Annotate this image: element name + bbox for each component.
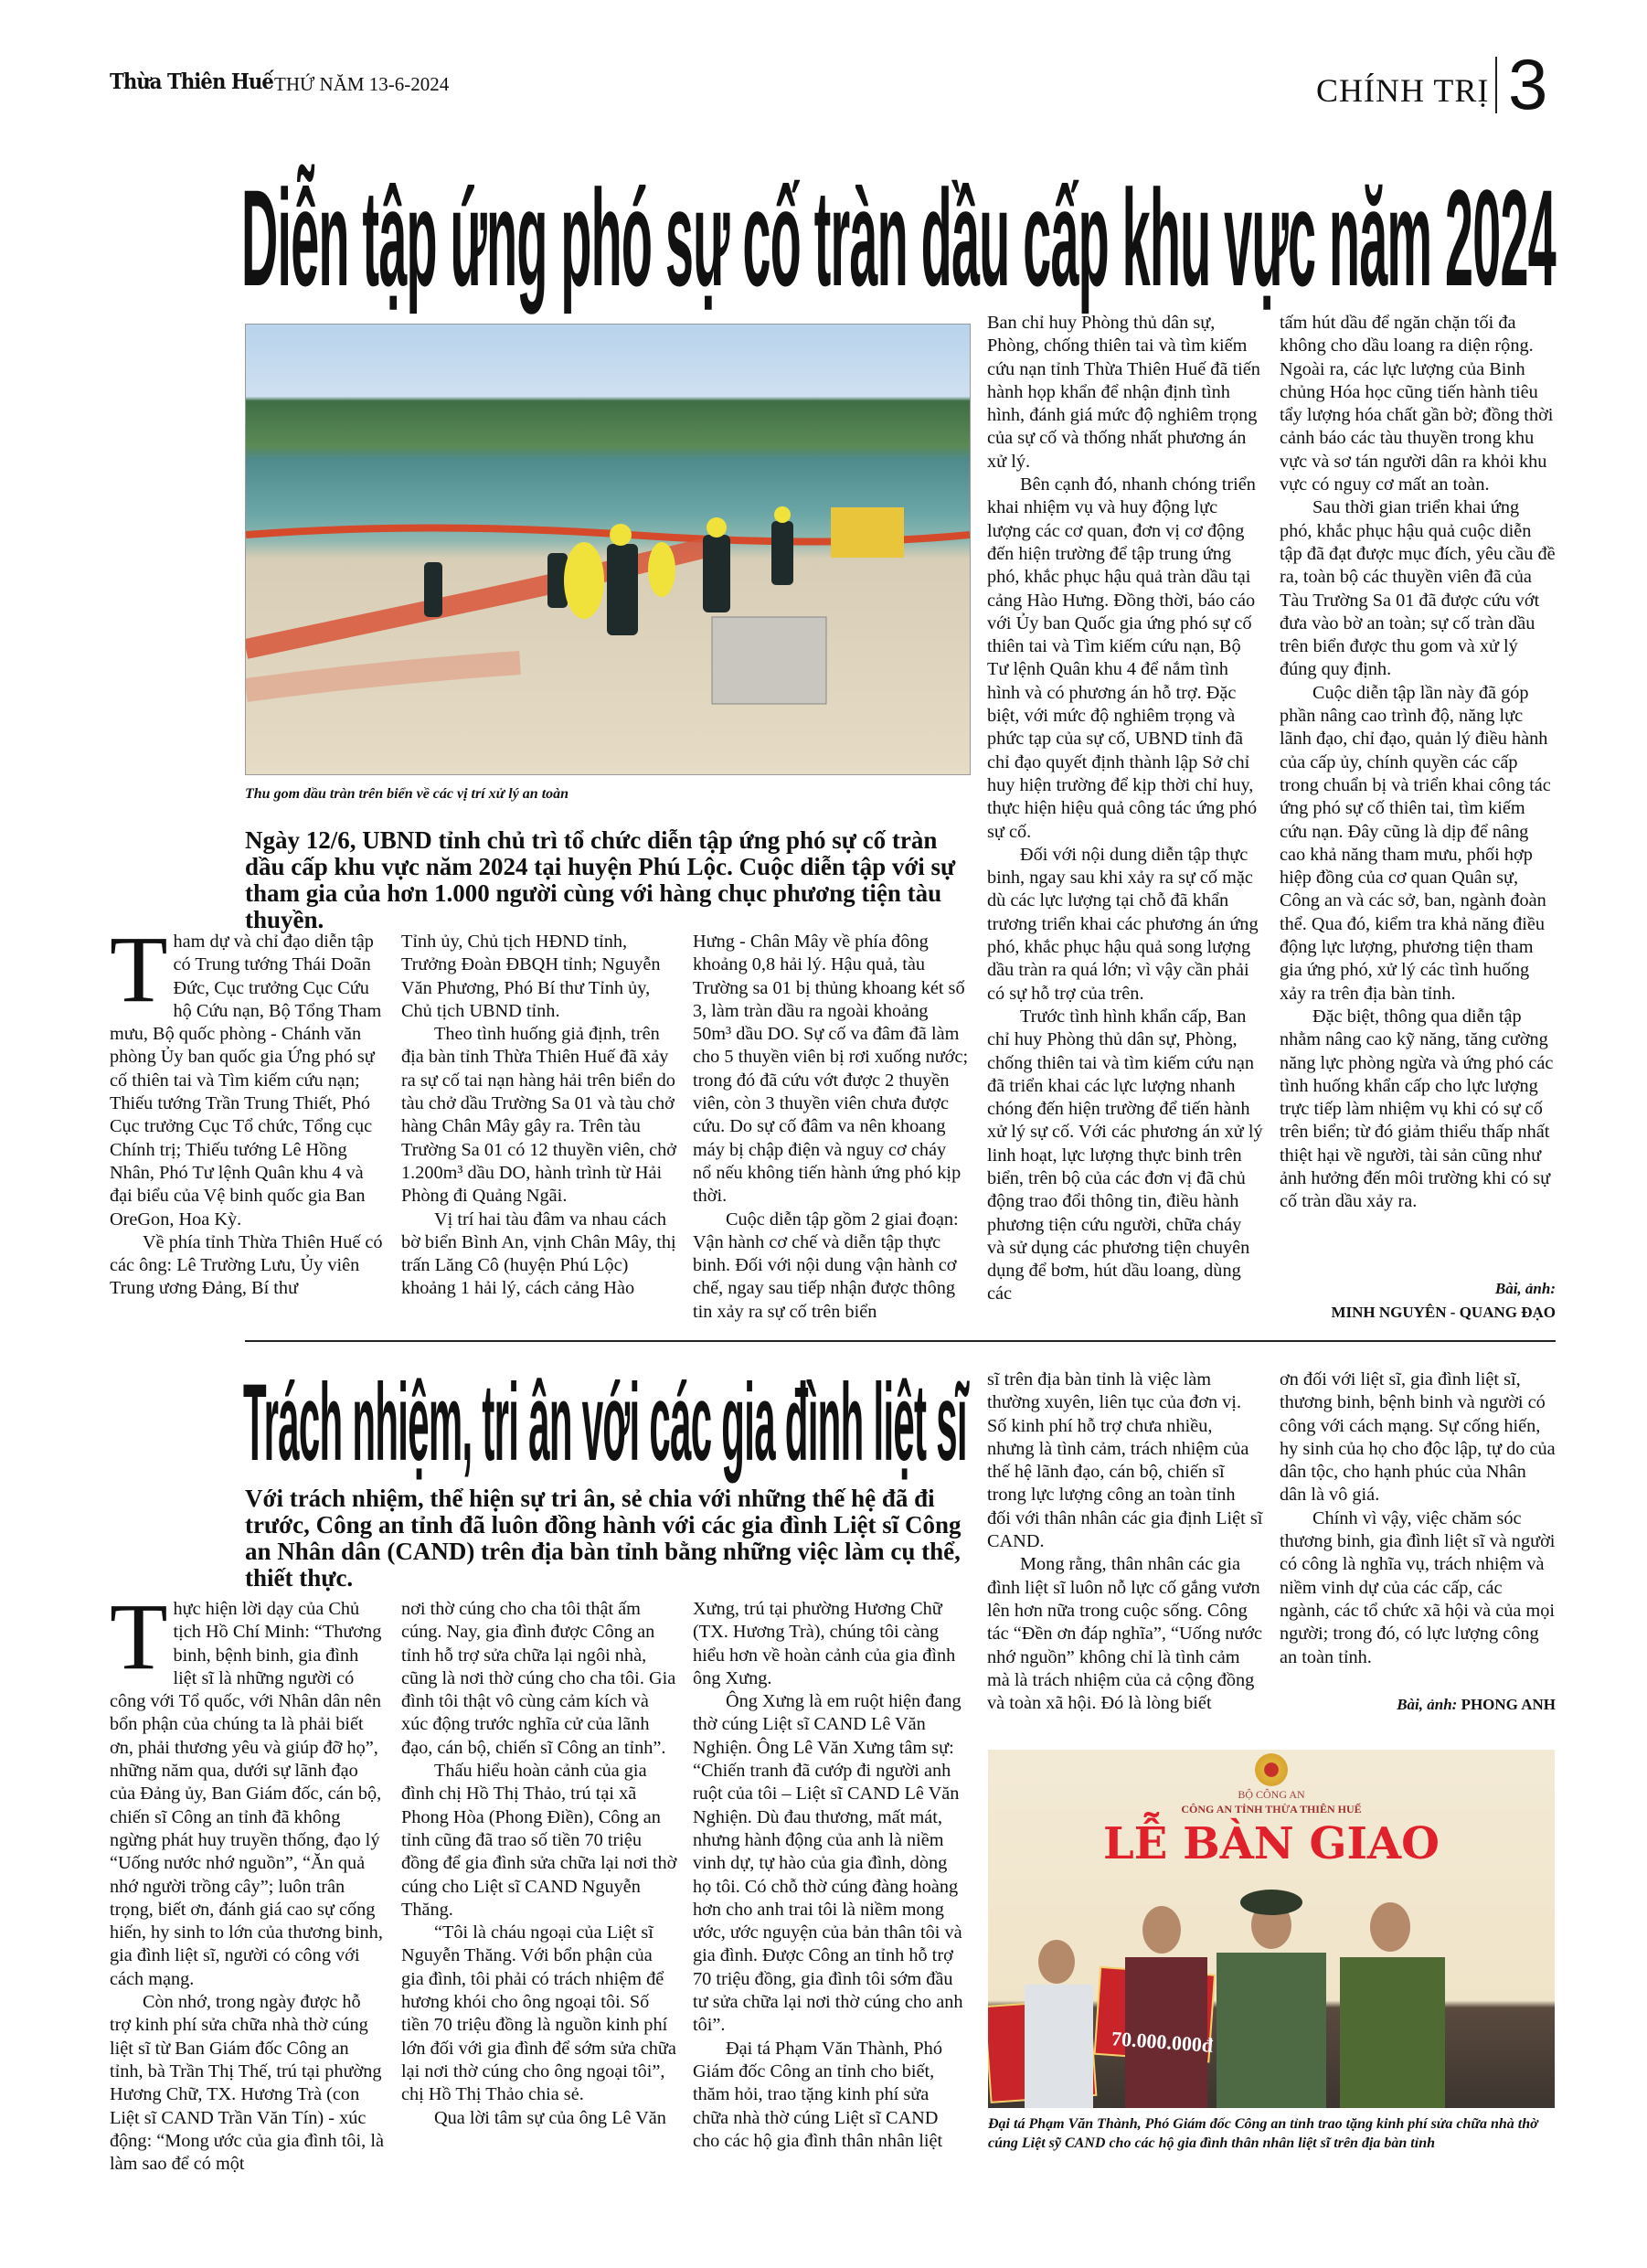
article2-column-3 bbox=[693, 1598, 969, 2153]
paragraph: Xưng, trú tại phường Hương Chữ (TX. Hương Trà), chúng tôi càng hiểu hơn về hoàn cảnh của gia đình ông Xưng. bbox=[693, 1599, 956, 1688]
donation-board-amount: 70.000.000đ bbox=[1110, 2027, 1215, 2057]
article2-photo bbox=[988, 1750, 1555, 2108]
ceremony-people bbox=[988, 1750, 1555, 2108]
byline-authors: PHONG ANH bbox=[1461, 1696, 1556, 1713]
paragraph: Sau thời gian triển khai ứng phó, khắc phục hậu quả cuộc diễn tập đã đạt được mục đích, yêu cầu đề ra, toàn bộ các thuyền viên đã của Tàu Trường Sa 01 đã được cứu vớt đưa vào bờ an toàn; sự cố tràn dầu trên biển được thu gom và xử lý đúng quy định. bbox=[1280, 497, 1556, 680]
paragraph: Đặc biệt, thông qua diễn tập nhằm nâng cao kỹ năng, tăng cường năng lực phòng ngừa và ứng phó các tình huống khẩn cấp cho lực lượng trực tiếp làm nhiệm vụ khi có sự cố trên biển; từ đó giảm thiểu thấp nhất thiệt hại về người, tài sản cũng như ảnh hưởng đến môi trường khi có sự cố tràn dầu xảy ra. bbox=[1280, 1006, 1554, 1212]
paragraph: Chính vì vậy, việc chăm sóc thương binh, gia đình liệt sĩ và người có công là nghĩa vụ, trách nhiệm và niềm vinh dự của các cấp, các ngành, các tổ chức xã hội và của mọi người; trong đó, có lực lượng công an toàn tỉnh. bbox=[1280, 1507, 1556, 1667]
paragraph: nơi thờ cúng cho cha tôi thật ấm cúng. Nay, gia đình được Công an tỉnh hỗ trợ sửa chữa lại ngôi nhà, cũng là nơi thờ cúng cho cha tôi. Gia đình tôi thật vô cùng cảm kích và xúc động trước nghĩa cử của lãnh đạo, cán bộ, chiến sĩ Công an tỉnh”. bbox=[401, 1599, 676, 1758]
paragraph: Cuộc diễn tập lần này đã góp phần nâng cao trình độ, năng lực lãnh đạo, chỉ đạo, quản lý điều hành của cấp ủy, chính quyền các cấp trong chuẩn bị và triển khai công tác ứng phó sự cố thiên tai, tìm kiếm cứu nạn. Đây cũng là dịp để nâng cao khả năng tham mưu, phối hợp hiệp đồng của cơ quan Quân sự, Công an và các sở, ban, ngành đoàn thể. Qua đó, kiểm tra khả năng điều động lực lượng, phương tiện tham gia ứng phó, xử lý các tình huống xảy ra trên địa bàn tỉnh. bbox=[1280, 682, 1551, 1004]
article1-column-4 bbox=[987, 312, 1263, 1306]
sign-unit: CÔNG AN TỈNH THỪA THIÊN HUẾ bbox=[1181, 1803, 1362, 1815]
page-number: 3 bbox=[1508, 44, 1548, 124]
paragraph-text: hực hiện lời dạy của Chủ tịch Hồ Chí Minh: “Thương binh, bệnh binh, gia đình liệt sĩ là những người có công với Tổ quốc, với Nhân dân nên bổn phận của chúng ta là phải biết ơn, phải thương yêu và giúp đỡ họ”, những năm qua, dưới sự lãnh đạo của Đảng ủy, Ban Giám đốc, cán bộ, chiến sĩ Công an tỉnh đã không ngừng phát huy truyền thống, đạo lý “Uống nước nhớ nguồn”, “Ăn quả nhớ người trồng cây”; luôn trân trọng, biết ơn, đánh giá cao sự cống hiến, hy sinh to lớn của thương binh, gia đình liệt sĩ, người có công với cách mạng. bbox=[110, 1599, 383, 1989]
oil-spill-beach-scene bbox=[246, 325, 970, 774]
article1-column-1 bbox=[110, 917, 386, 1301]
article1-photo bbox=[245, 324, 971, 775]
paragraph: Mong rằng, thân nhân các gia đình liệt sĩ luôn nỗ lực cố gắng vươn lên hơn nữa trong cuộc sống. Công tác “Đền ơn đáp nghĩa”, “Uống nước nhớ nguồn” không chỉ là tình cảm mà là trách nhiệm của cả cộng đồng và toàn xã hội. Đó là lòng biết bbox=[987, 1554, 1263, 1714]
section-name: CHÍNH TRỊ bbox=[1316, 72, 1490, 109]
drop-cap: T bbox=[110, 917, 168, 1022]
paragraph: Về phía tỉnh Thừa Thiên Huế có các ông: Lê Trường Lưu, Ủy viên Trung ương Đảng, Bí thư bbox=[110, 1231, 383, 1299]
byline-authors: MINH NGUYÊN - QUANG ĐẠO bbox=[1331, 1304, 1556, 1321]
paragraph: Đối với nội dung diễn tập thực binh, ngay sau khi xảy ra sự cố mặc dù các lực lượng tại chỗ đã khẩn trương triển khai các phương án ứng phó, khắc phục hậu quả song lượng dầu tràn ra quá lớn; vì vậy cần phải có sự hỗ trợ của trên. bbox=[987, 844, 1259, 1004]
paragraph: “Tôi là cháu ngoại của Liệt sĩ Nguyễn Thăng. Với bổn phận của gia đình, tôi phải có trách nhiệm để hương khói cho ông ngoại tôi. Số tiền 70 triệu đồng là nguồn kinh phí lớn đối với gia đình để sớm sửa chữa lại nơi thờ cúng cho ông ngoại tôi”, chị Hồ Thị Thảo chia sẻ. bbox=[401, 1922, 676, 2105]
drop-cap: T bbox=[110, 1584, 168, 1689]
article1-column-3 bbox=[693, 931, 969, 1324]
sign-ministry: BỘ CÔNG AN bbox=[1238, 1788, 1305, 1801]
paragraph: Hưng - Chân Mây về phía đông khoảng 0,8 hải lý. Hậu quả, tàu Trường sa 01 bị thủng khoang két số 3, làm tràn dầu ra ngoài khoảng 50m³ dầu DO. Sự cố va đâm đã làm cho 5 thuyền viên bị rơi xuống nước; trong đó đã cứu vớt được 2 thuyền viên, còn 3 thuyền viên chưa được cứu. Do sự cố đâm va nên khoang máy bị chập điện và nguy cơ cháy nổ nếu không tiến hành ứng phó kịp thời. bbox=[693, 932, 969, 1207]
article2-column-1 bbox=[110, 1584, 386, 2176]
header-divider bbox=[1495, 57, 1497, 113]
paragraph: Qua lời tâm sự của ông Lê Văn bbox=[434, 2107, 666, 2128]
article2-photo-caption: Đại tá Phạm Văn Thành, Phó Giám đốc Công an tỉnh trao tặng kinh phí sửa chữa nhà thờ cúng Liệt sỹ CAND cho các hộ gia đình thân nhân liệt sĩ trên địa bàn tỉnh bbox=[988, 2116, 1538, 2151]
article2-lead: Với trách nhiệm, thể hiện sự tri ân, sẻ chia với những thế hệ đã đi trước, Công an tỉnh đã luôn đồng hành với các gia đình Liệt sĩ Công an Nhân dân (CAND) trên địa bàn tỉnh bằng những việc làm cụ thể, thiết thực. bbox=[245, 1485, 962, 1592]
article2-column-2 bbox=[401, 1598, 677, 2130]
article1-column-2 bbox=[401, 931, 677, 1301]
article-divider bbox=[245, 1340, 1556, 1342]
byline-label: Bài, ảnh: bbox=[1397, 1696, 1458, 1713]
paragraph: tấm hút dầu để ngăn chặn tối đa không cho dầu loang ra diện rộng. Ngoài ra, các lực lượng của Binh chủng Hóa học cũng tiến hành tiêu tẩy lượng hóa chất gần bờ; đồng thời cảnh báo các tàu thuyền trong khu vực và sơ tán người dân ra khỏi khu vực có nguy cơ mất an toàn. bbox=[1280, 313, 1554, 495]
byline-label: Bài, ảnh: bbox=[1494, 1280, 1556, 1297]
paragraph: Theo tình huống giả định, trên địa bàn tỉnh Thừa Thiên Huế đã xảy ra sự cố tai nạn hàng hải trên biển do tàu chở dầu Trường Sa 01 và tàu chở hàng Chân Mây gây ra. Trên tàu Trường Sa 01 có 12 thuyền viên, chở 1.200m³ dầu DO, hành trình từ Hải Phòng đi Quảng Ngãi. bbox=[401, 1024, 676, 1207]
article2-column-5 bbox=[1280, 1368, 1556, 1669]
sign-title: LỄ BÀN GIAO bbox=[1103, 1818, 1440, 1869]
paragraph: Thấu hiểu hoàn cảnh của gia đình chị Hồ Thị Thảo, trú tại xã Phong Hòa (Phong Điền), Công an tỉnh cũng đã trao số tiền 70 triệu đồng để gia đình sửa chữa lại nơi thờ cúng cho Liệt sĩ CAND Nguyễn Thăng. bbox=[401, 1761, 677, 1920]
masthead: Thừa Thiên Huế bbox=[110, 69, 273, 94]
paragraph: Ông Xưng là em ruột hiện đang thờ cúng Liệt sĩ CAND Lê Văn Nghiện. Ông Lê Văn Xưng tâm sự: “Chiến tranh đã cướp đi người anh ruột của tôi – Liệt sĩ CAND Lê Văn Nghiện. Dù đau thương, mất mát, nhưng hành động của anh là niềm vinh dự, tự hào của gia đình, dòng họ tôi. Có chỗ thờ cúng đàng hoàng hơn cho anh trai tôi là niềm mong ước, ước nguyện của bản thân tôi và gia đình. Được Công an tỉnh hỗ trợ 70 triệu đồng, gia đình tôi sớm đầu tư sửa chữa lại nơi thờ cúng cho anh tôi”. bbox=[693, 1691, 963, 2036]
article2-column-4 bbox=[987, 1368, 1263, 1715]
paragraph: Trước tình hình khẩn cấp, Ban chỉ huy Phòng thủ dân sự, Phòng, chống thiên tai và tìm kiếm cứu nạn đã triển khai các lực lượng nhanh chóng đến hiện trường để tiến hành xử lý sự cố. Với các phương án xử lý linh hoạt, lực lượng thực binh trên biển, trên bộ của các đơn vị đã chủ động trao đổi thông tin, điều hành phương tiện cứu người, chữa cháy và sử dụng các phương tiện chuyên dụng để bơm, hút dầu loang, dùng các bbox=[987, 1006, 1263, 1304]
paragraph: ơn đối với liệt sĩ, gia đình liệt sĩ, thương binh, bệnh binh và người có công với cách mạng. Sự cống hiến, hy sinh của họ cho độc lập, tự do của dân tộc, cho hạnh phúc của Nhân dân là vô giá. bbox=[1280, 1369, 1556, 1506]
paragraph-text: ham dự và chỉ đạo diễn tập có Trung tướng Thái Doãn Đức, Cục trưởng Cục Cứu hộ Cứu nạn, Bộ Tổng Tham mưu, Bộ quốc phòng - Chánh văn phòng Ủy ban quốc gia Ứng phó sự cố thiên tai và Tìm kiếm cứu nạn; Thiếu tướng Trần Trung Thiết, Phó Cục trưởng Cục Tổ chức, Tổng cục Chính trị; Thiếu tướng Lê Hồng Nhân, Phó Tư lệnh Quân khu 4 và đại biểu của Vệ binh quốc gia Ban OreGon, Hoa Kỳ. bbox=[110, 932, 382, 1230]
article1-lead: Ngày 12/6, UBND tỉnh chủ trì tổ chức diễn tập ứng phó sự cố tràn dầu cấp khu vực năm 2024 tại huyện Phú Lộc. Cuộc diễn tập với sự tham gia của hơn 1.000 người cùng với hàng chục phương tiện tàu thuyền. bbox=[245, 826, 956, 933]
issue-date: THỨ NĂM 13-6-2024 bbox=[274, 73, 450, 95]
article2-headline: Trách nhiệm, tri ân với các gia đình liệt sĩ bbox=[243, 1361, 967, 1484]
paragraph: Tỉnh ủy, Chủ tịch HĐND tỉnh, Trưởng Đoàn ĐBQH tỉnh; Nguyễn Văn Phương, Phó Bí thư Tỉnh ủy, Chủ tịch UBND tỉnh. bbox=[401, 932, 661, 1021]
paragraph bbox=[110, 1584, 386, 1991]
article2-byline bbox=[1280, 1696, 1556, 1714]
paragraph: Bên cạnh đó, nhanh chóng triển khai nhiệm vụ và huy động lực lượng các cơ quan, đơn vị cơ động đến hiện trường để tập trung ứng phó, khắc phục hậu quả tràn dầu tại cảng Hào Hưng. Đồng thời, báo cáo với Ủy ban Quốc gia ứng phó sự cố thiên tai và Tìm kiếm cứu nạn, Bộ Tư lệnh Quân khu 4 để nắm tình hình và có phương án hỗ trợ. Đặc biệt, với mức độ nghiêm trọng và phức tạp của sự cố, UBND tỉnh đã chỉ đạo quyết định thành lập Sở chỉ huy hiện trường để kịp thời chỉ huy, thực hiện hiệu quả công tác ứng phó sự cố. bbox=[987, 474, 1258, 842]
paragraph bbox=[110, 917, 386, 1231]
paragraph: Ban chỉ huy Phòng thủ dân sự, Phòng, chống thiên tai và tìm kiếm cứu nạn tỉnh Thừa Thiên Huế đã tiến hành họp khẩn để nhận định tình hình, đánh giá mức độ nghiêm trọng của sự cố và thống nhất phương án xử lý. bbox=[987, 313, 1260, 472]
paragraph: Vị trí hai tàu đâm va nhau cách bờ biển Bình An, vịnh Chân Mây, thị trấn Lăng Cô (huyện Phú Lộc) khoảng 1 hải lý, cách cảng Hào bbox=[401, 1209, 676, 1299]
paragraph: sĩ trên địa bàn tỉnh là việc làm thường xuyên, liên tục của đơn vị. Số kinh phí hỗ trợ chưa nhiều, nhưng là tình cảm, trách nhiệm của thế hệ lãnh đạo, cán bộ, chiến sĩ trong lực lượng công an toàn tỉnh đối với thân nhân các gia định Liệt sĩ CAND. bbox=[987, 1369, 1263, 1552]
paragraph: Cuộc diễn tập gồm 2 giai đoạn: Vận hành cơ chế và diễn tập thực binh. Đối với nội dung vận hành cơ chế, ngay sau tiếp nhận được thông tin xảy ra sự cố trên biển bbox=[693, 1209, 959, 1322]
paragraph: Đại tá Phạm Văn Thành, Phó Giám đốc Công an tỉnh cho biết, thăm hỏi, trao tặng kinh phí sửa chữa nhà thờ cúng Liệt sĩ CAND cho các hộ gia đình thân nhân liệt bbox=[693, 2038, 943, 2151]
article1-headline: Diễn tập ứng phó sự cố tràn dầu cấp khu vực năm 2024 bbox=[241, 161, 1556, 314]
article1-column-5 bbox=[1280, 312, 1556, 1214]
article1-photo-caption: Thu gom dầu tràn trên biển về các vị trí xử lý an toàn bbox=[245, 786, 569, 802]
article1-byline bbox=[1280, 1280, 1556, 1322]
paragraph: Còn nhớ, trong ngày được hỗ trợ kinh phí sửa chữa nhà thờ cúng liệt sĩ từ Ban Giám đốc Công an tỉnh, bà Trần Thị Thế, trú tại phường Hương Chữ, TX. Hương Trà (con Liệt sĩ CAND Trần Văn Tín) - xúc động: “Mong ước của gia đình tôi, là làm sao để có một bbox=[110, 1992, 384, 2175]
